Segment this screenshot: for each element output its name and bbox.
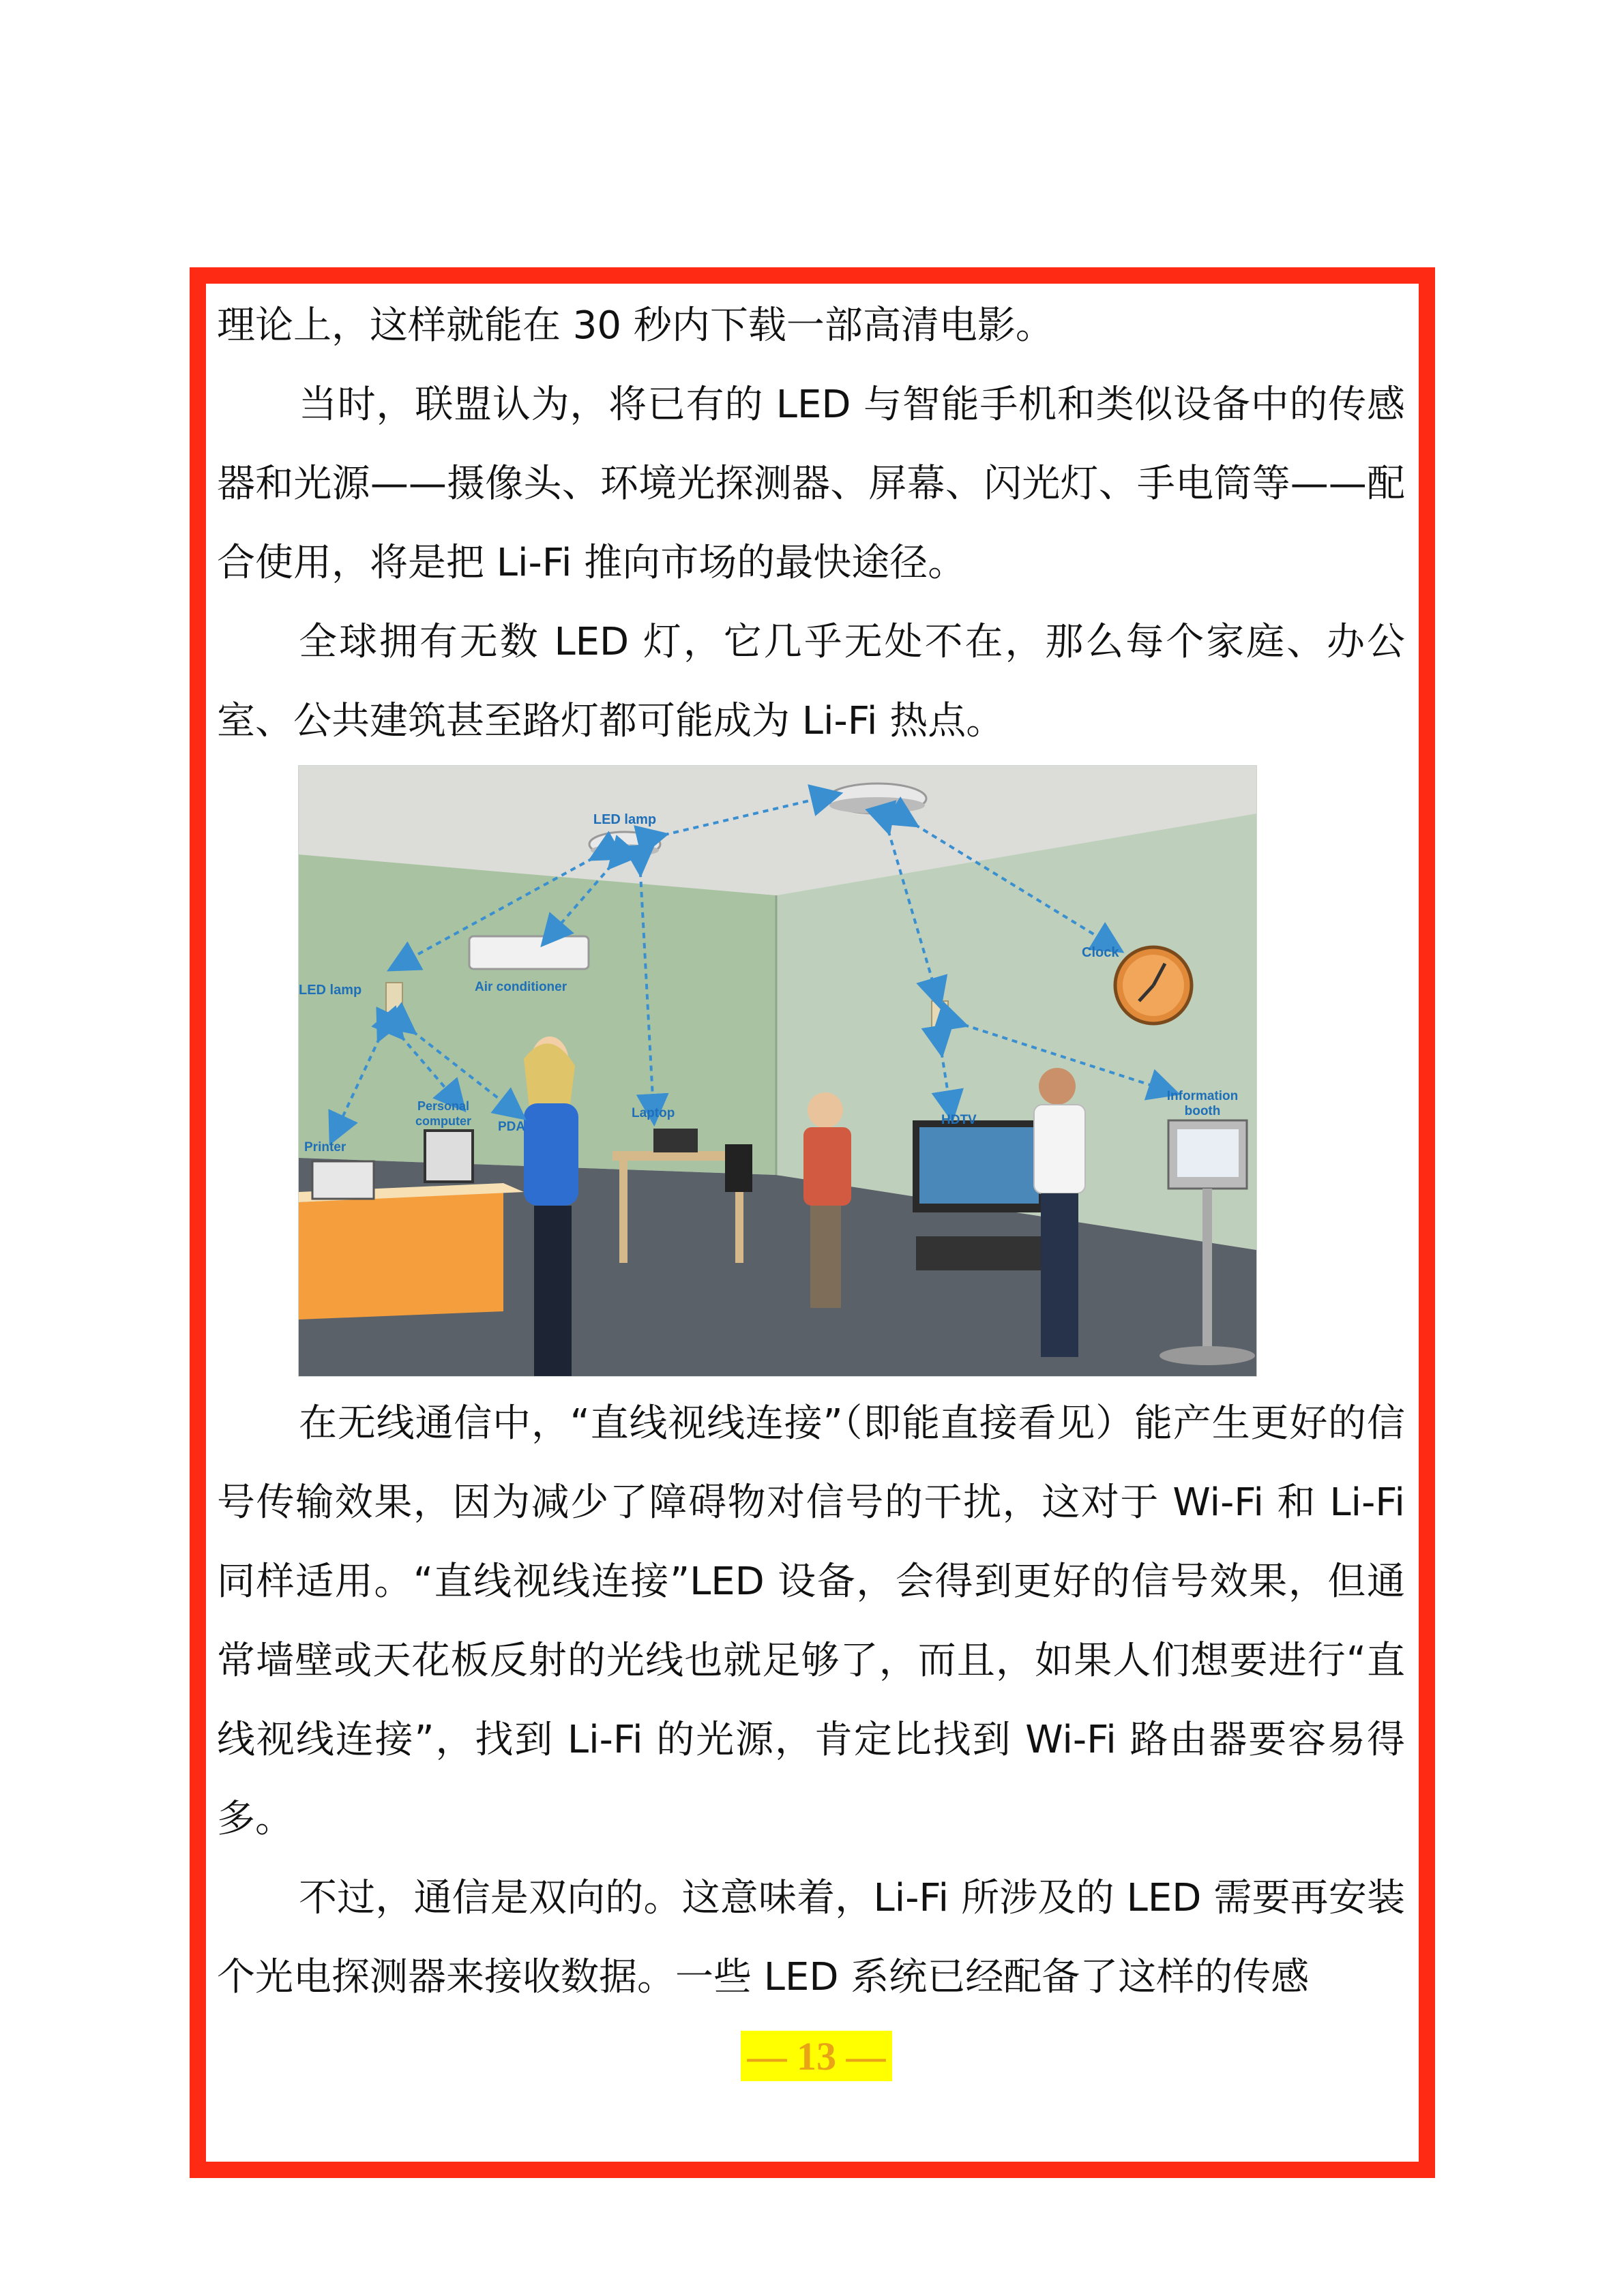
label-printer: Printer [304,1140,346,1154]
paragraph: 理论上，这样就能在 30 秒内下载一部高清电影。 [217,303,1054,348]
air-conditioner-icon [469,936,589,969]
lifi-room-illustration [298,765,1257,1377]
label-information-booth: Information [1166,1089,1239,1103]
label-hdtv: HDTV [941,1113,977,1127]
man-right-figure [1034,1068,1085,1357]
paragraph: 当时，联盟认为，将已有的 LED 与智能手机和类似设备中的传感器和光源——摄像头、环境光探测器、屏幕、闪光灯、手电筒等——配合使用，将是把 Li-Fi 推向市场的最快途径。 [217,383,1406,585]
label-information-booth: booth [1184,1104,1221,1118]
paragraph: 在无线通信中，“直线视线连接”（即能直接看见）能产生更好的信号传输效果，因为减少了障碍物对信号的干扰，这对于 Wi-Fi 和 Li-Fi 同样适用。“直线视线连接”LED 设备，会得到更好的信号效果，但通常墙壁或天花板反射的光线也就足够了，而且，如果人们想要进行“直线视线连接”，找到 Li-Fi 的光源，肯定比找到 Wi-Fi 路由器要容易得多。 [217,1401,1405,1841]
page-number: — 13 — [741,2031,892,2081]
chair [725,1144,752,1192]
label-led-lamp-left: LED lamp [299,983,362,998]
counter [299,1192,503,1320]
label-led-lamp-top: LED lamp [593,812,657,827]
label-personal-computer: computer [415,1114,472,1128]
printer-icon [312,1161,374,1199]
clock-icon [1115,947,1192,1024]
label-personal-computer: Personal [417,1099,470,1113]
paragraph: 全球拥有无数 LED 灯，它几乎无处不在，那么每个家庭、办公室、公共建筑甚至路灯都可能成为 Li-Fi 热点。 [217,620,1405,743]
personal-computer-icon [425,1131,473,1182]
paragraph: 不过，通信是双向的。这意味着，Li-Fi 所涉及的 LED 需要再安装个光电探测器来接收数据。一些 LED 系统已经配备了这样的传感 [217,1876,1405,1999]
label-air-conditioner: Air conditioner [475,980,567,994]
label-pda: PDA [498,1120,526,1134]
led-lamp-top-icon [828,784,926,814]
receiver-right-icon [932,1001,948,1038]
label-laptop: Laptop [632,1106,675,1120]
text-block-bottom [217,1384,1405,2017]
text-block-top [217,286,1405,761]
laptop-icon [653,1129,698,1152]
receiver-left-icon [386,983,402,1019]
label-clock: Clock [1082,945,1119,960]
